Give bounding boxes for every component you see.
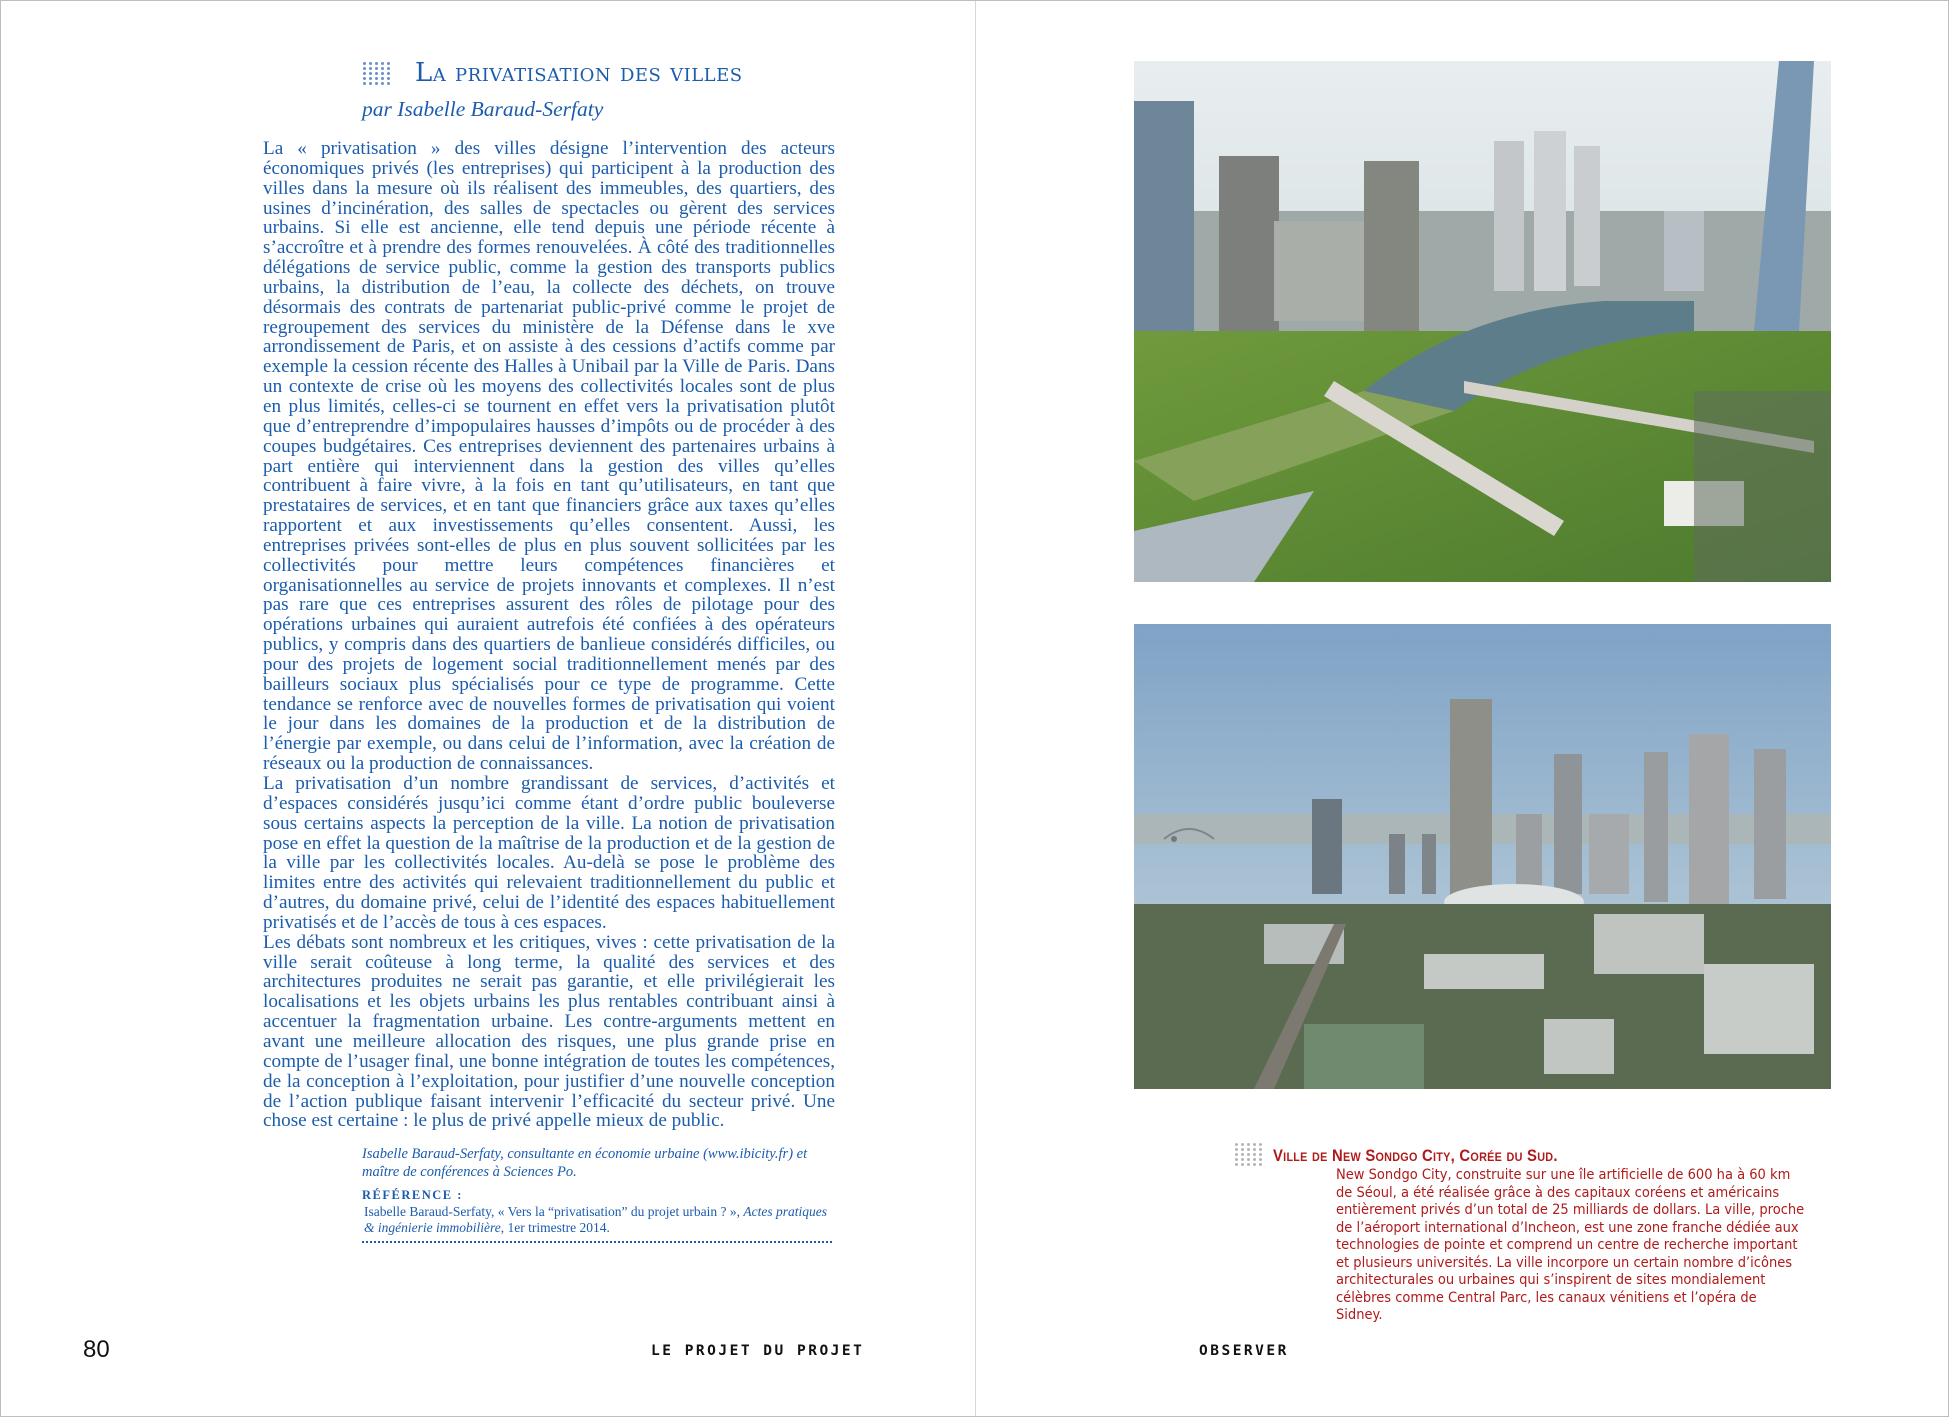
article-body — [263, 139, 835, 1131]
article-byline: par Isabelle Baraud-Serfaty — [362, 97, 604, 121]
reference-publication: Actes pratiques & ingénierie immobilière — [364, 1203, 827, 1235]
dot-grid-icon — [363, 62, 391, 85]
article-header — [363, 58, 743, 88]
paragraph: Les débats sont nombreux et les critiques, vives : cette privatisation de la ville serait coûteuse à long terme, la qualité des services et des architectures produites ne serait pas garantie, et elle privilégierait les localisations et les objets urbains les plus rentables contribuant ainsi à accentuer la fragmentation urbaine. Les contre-arguments mettent en avant une meilleure allocation des risques, une plus grande prise en compte de l’usager final, une bonne intégration de toutes les compétences, de la conception à l’exploitation, pour justifier d’une nouvelle conception de l’action publique faisant intervenir l’efficacité du secteur privé. Une chose est certaine : le plus de privé appelle mieux de public. — [263, 931, 835, 1132]
photo-skyline — [1134, 624, 1831, 1089]
reference-text-a: Isabelle Baraud-Serfaty, « Vers la “privatisation” du projet urbain ? », — [364, 1203, 744, 1219]
page-gutter — [975, 1, 976, 1416]
page-number: 80 — [83, 1336, 110, 1363]
article-title: La privatisation des villes — [415, 58, 743, 88]
dot-grid-icon — [1235, 1143, 1263, 1166]
caption-dot-grid — [1235, 1143, 1263, 1166]
paragraph: La privatisation d’un nombre grandissant de services, d’activités et d’espaces considérés jusqu’ici comme étant d’ordre public bouleverse sous certains aspects la perception de la ville. La notion de privatisation pose en effet la question de la maîtrise de la production et de la gestion de la ville par les collectivités locales. Au-delà se pose le problème des limites entre des activités qui relevaient traditionnellement du public et d’autres, du domaine privé, celui de l’identité des espaces habituellement privatisés et de l’accès de tous à ces espaces. — [263, 773, 835, 933]
running-head-left: LE PROJET DU PROJET — [651, 1343, 865, 1359]
caption-title: Ville de New Sondgo City, Corée du Sud. — [1273, 1147, 1558, 1165]
photo-park-aerial — [1134, 61, 1831, 582]
reference-text-c: , 1er trimestre 2014. — [500, 1220, 610, 1235]
paragraph: La « privatisation » des villes désigne l’intervention des acteurs économiques privés (les entreprises) qui participent à la production des villes dans la mesure où ils réalisent des immeubles, des quartiers, des usines d’incinération, des salles de spectacles ou gèrent des services urbains. Si elle est ancienne, elle tend depuis une période récente à s’accroître et à prendre des formes renouvelées. À côté des traditionnelles délégations de service public, comme la gestion des transports publics urbains, la distribution de l’eau, la collecte des déchets, on trouve désormais des contrats de partenariat public-privé comme le projet de regroupement des services du ministère de la Défense dans le xve arrondissement de Paris, et on assiste à des cessions d’actifs comme par exemple la cession récente des Halles à Unibail par la Ville de Paris. Dans un contexte de crise où les moyens des collectivités locales sont de plus en plus limités, celles-ci se tournent en effet vers la privatisation plutôt que d’entreprendre d’impopulaires hausses d’impôts ou de procéder à des coupes budgétaires. Ces entreprises deviennent des partenaires urbains à part entière qui interviennent dans la gestion des villes qu’elles contribuent à faire vivre, à la fois en tant qu’utilisateurs, en tant que prestataires de services, et en tant que financiers grâce aux taxes qu’elles rapportent et aux investissements qu’elles consentent. Aussi, les entreprises privées sont-elles de plus en plus souvent sollicitées par les collectivités pour mettre leurs compétences financières et organisationnelles au service de projets innovants et complexes. Il n’est pas rare que ces entreprises assurent des rôles de pilotage pour des opérations urbaines qui auraient autrefois été confiées à des opérateurs publics, y compris dans des quartiers de banlieue considérés difficiles, ou pour des projets de logement social traditionnellement menés par des bailleurs sociaux plus spécialisés pour ce type de programme. Cette tendance se renforce avec de nouvelles formes de privatisation qui voient le jour dans les domaines de la production et de la distribution de l’énergie par exemple, ou dans celui de l’information, avec la création de réseaux ou la production de connaissances. — [263, 138, 835, 775]
reference-block — [362, 1187, 832, 1243]
caption-body: New Sondgo City, construite sur une île artificielle de 600 ha à 60 km de Séoul, a été réalisée grâce à des capitaux coréens et américains entièrement privés d’un total de 25 milliards de dollars. La ville, proche de l’aéroport international d’Incheon, est une zone franche dédiée aux technologies de pointe et comprend un centre de recherche important et plusieurs universités. La ville incorpore un certain nombre d’icônes architecturales ou urbaines qui s’inspirent de sites mondialement célèbres comme Central Parc, les canaux vénitiens et l’opéra de Sidney. — [1336, 1167, 1805, 1323]
reference-text — [362, 1204, 832, 1237]
running-head-right: OBSERVER — [1199, 1343, 1289, 1359]
author-note: Isabelle Baraud-Serfaty, consultante en économie urbaine (www.ibicity.fr) et maître de conférences à Sciences Po. — [362, 1146, 808, 1180]
reference-label: RÉFÉRENCE : — [362, 1188, 463, 1202]
